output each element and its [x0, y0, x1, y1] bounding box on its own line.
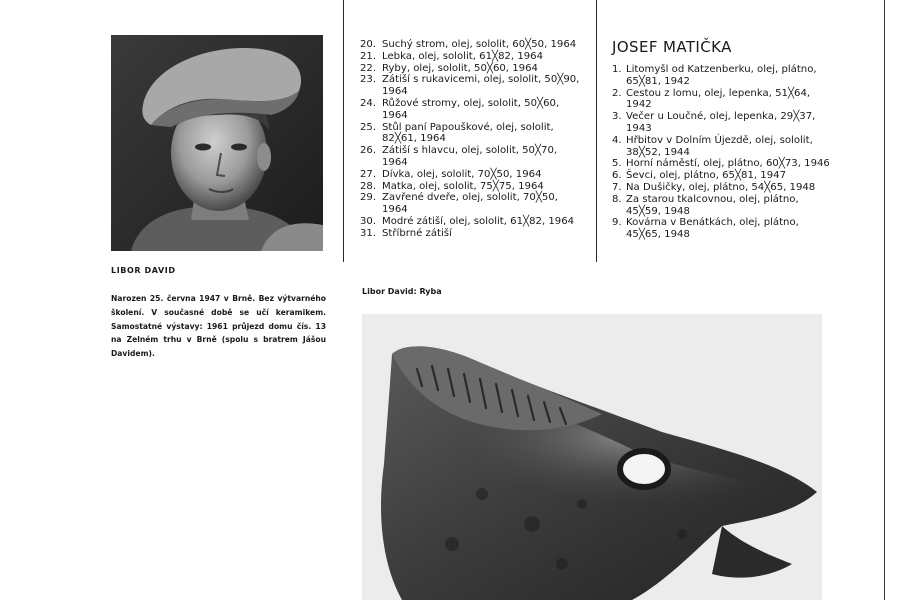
work-number: 31. [360, 227, 377, 239]
work-text: Dívka, olej, sololit, 70╳50, 1964 [382, 168, 542, 180]
work-item [360, 63, 585, 75]
work-number: 9. [612, 217, 622, 229]
work-item [360, 74, 585, 98]
work-number: 4. [612, 134, 622, 146]
work-item [612, 88, 834, 112]
work-text: Zavřené dveře, olej, sololit, 70╳50, 1964 [382, 192, 558, 216]
work-number: 25. [360, 121, 377, 133]
work-number: 8. [612, 193, 622, 205]
work-number: 3. [612, 111, 622, 123]
work-number: 30. [360, 215, 377, 227]
work-text: Zátiší s rukavicemi, olej, sololit, 50╳90, 1964 [382, 74, 580, 98]
work-number: 6. [612, 170, 622, 182]
work-item [360, 39, 585, 51]
work-item [360, 98, 585, 122]
work-item [360, 122, 585, 146]
work-text: Kovárna v Benátkách, olej, plátno, 45╳65, 1948 [626, 217, 799, 241]
work-number: 22. [360, 62, 377, 74]
work-item [612, 217, 834, 241]
work-number: 24. [360, 97, 377, 109]
work-text: Stůl paní Papouškové, olej, sololit, 82╳61, 1964 [382, 121, 554, 145]
work-item [360, 228, 585, 240]
work-number: 28. [360, 180, 377, 192]
work-text: Litomyšl od Katzenberku, olej, plátno, 65╳81, 1942 [626, 64, 817, 87]
bio-artist-name: LIBOR DAVID [111, 266, 176, 275]
work-text: Lebka, olej, sololit, 61╳82, 1964 [382, 50, 544, 62]
work-number: 2. [612, 87, 622, 99]
work-number: 21. [360, 50, 377, 62]
work-number: 27. [360, 168, 377, 180]
page-edge-rule [884, 0, 885, 600]
work-text: Ryby, olej, sololit, 50╳60, 1964 [382, 62, 538, 74]
work-number: 29. [360, 192, 377, 204]
column-rule-right [596, 0, 597, 262]
work-text: Suchý strom, olej, sololit, 60╳50, 1964 [382, 39, 577, 50]
work-item [360, 192, 585, 216]
work-text: Zátiší s hlavcu, olej, sololit, 50╳70, 1964 [382, 145, 558, 168]
work-item [612, 158, 834, 170]
work-text: Na Dušičky, olej, plátno, 54╳65, 1948 [626, 181, 816, 193]
work-text: Modré zátiší, olej, sololit, 61╳82, 1964 [382, 215, 575, 227]
work-number: 5. [612, 158, 622, 170]
work-item [360, 181, 585, 193]
work-item [360, 145, 585, 169]
work-item [612, 135, 834, 159]
works-list-david [360, 39, 585, 240]
work-number: 1. [612, 64, 622, 75]
work-number: 26. [360, 145, 377, 157]
work-item [360, 169, 585, 181]
portrait-image [111, 35, 323, 251]
work-text: Za starou tkalcovnou, olej, plátno, 45╳59, 1948 [626, 193, 799, 217]
work-item [612, 182, 834, 194]
fish-sculpture-image [362, 314, 822, 600]
work-number: 7. [612, 181, 622, 193]
work-item [360, 51, 585, 63]
column-rule-left [343, 0, 344, 262]
artist-portrait-photo [111, 35, 323, 251]
work-text: Večer u Loučné, olej, lepenka, 29╳37, 1943 [626, 111, 816, 134]
work-text: Horní náměstí, olej, plátno, 60╳73, 1946 [626, 158, 830, 170]
work-item [612, 170, 834, 182]
work-text: Hřbitov v Dolním Újezdě, olej, sololit, 38╳52, 1944 [626, 134, 813, 158]
works-list-maticka [612, 64, 834, 241]
artist-heading-maticka: JOSEF MATIČKA [612, 38, 732, 56]
work-item [612, 64, 834, 88]
work-text: Ševci, olej, plátno, 65╳81, 1947 [626, 170, 786, 182]
work-text: Cestou z lomu, olej, lepenka, 51╳64, 1942 [626, 87, 811, 111]
work-number: 20. [360, 39, 377, 50]
work-item [612, 111, 834, 135]
work-item [612, 194, 834, 218]
sculpture-photo [362, 314, 822, 600]
work-item [360, 216, 585, 228]
work-text: Stříbrné zátiší [382, 227, 452, 239]
work-text: Matka, olej, sololit, 75╳75, 1964 [382, 180, 544, 192]
sculpture-caption: Libor David: Ryba [362, 287, 442, 296]
bio-text: Narozen 25. června 1947 v Brně. Bez výtvarného školení. V současné době se učí keramikem. Samostatné výstavy: 1961 průjezd domu čís. 13 na Zelném trhu v Brně (spolu s bratrem Jášou Davidem). [111, 294, 326, 359]
work-number: 23. [360, 74, 377, 86]
work-text: Růžové stromy, olej, sololit, 50╳60, 1964 [382, 97, 560, 121]
